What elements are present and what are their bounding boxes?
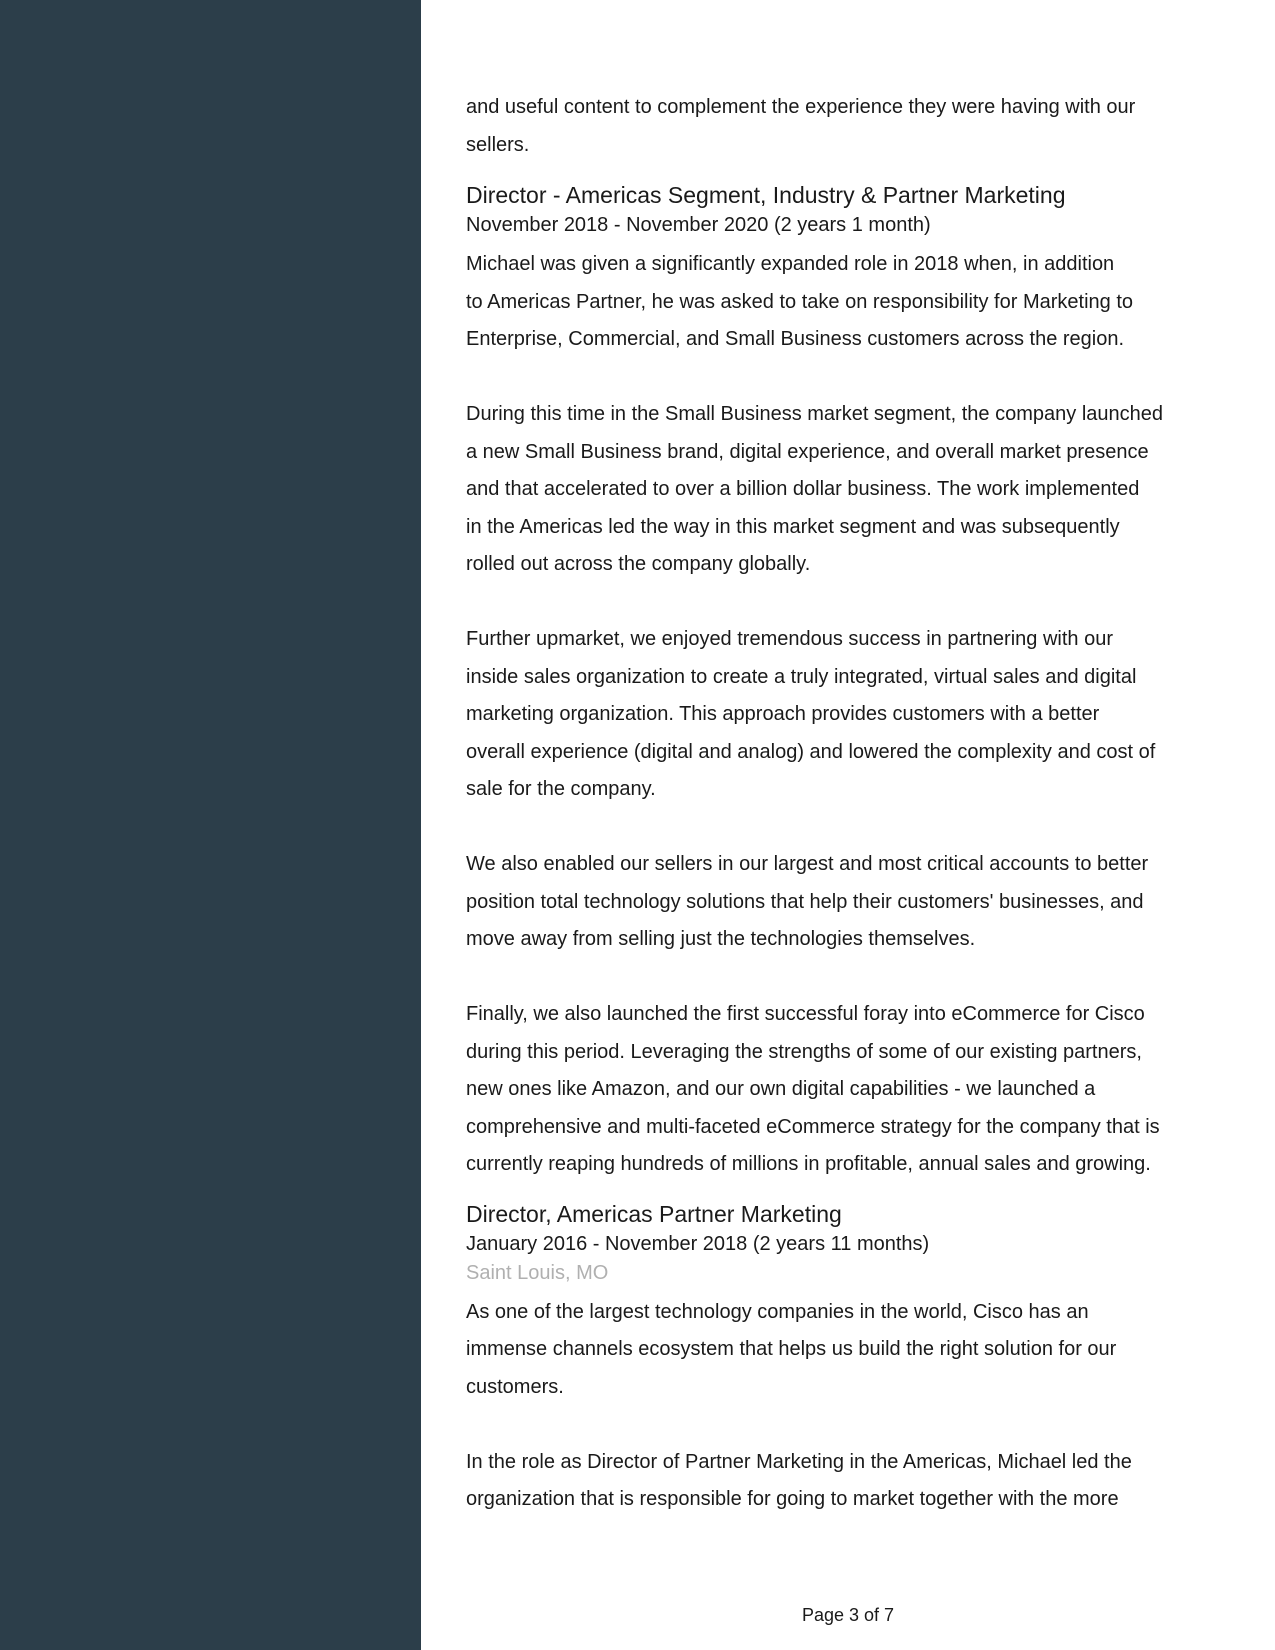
job-description	[466, 1294, 1236, 1519]
job-paragraph: As one of the largest technology companies in the world, Cisco has an immense channels ecosystem that helps us build the right solution for our customers.	[466, 1300, 1117, 1398]
job-description	[466, 246, 1236, 1184]
job-paragraph: During this time in the Small Business market segment, the company launched a new Small Business brand, digital experience, and overall market presence and that accelerated to over a billion dollar business. The work implemented in the Americas led the way in this market segment and was subsequently rolled out across the company globally.	[466, 403, 1164, 575]
job-entry-segment-marketing	[466, 180, 1236, 1184]
job-paragraph: In the role as Director of Partner Marketing in the Americas, Michael led the organization that is responsible for going to market together with the more	[466, 1450, 1132, 1510]
job-paragraph: We also enabled our sellers in our largest and most critical accounts to better position total technology solutions that help their customers' businesses, and move away from selling just the technologies themselves.	[466, 853, 1149, 950]
job-paragraph: Michael was given a significantly expanded role in 2018 when, in addition to Americas Partner, he was asked to take on responsibility for Marketing to Enterprise, Commercial, and Small Business customers across the region.	[466, 253, 1133, 350]
main-content	[466, 89, 1236, 1519]
sidebar-panel	[0, 0, 421, 1650]
page-number: Page 3 of 7	[801, 1605, 895, 1625]
job-title: Director, Americas Partner Marketing	[466, 1200, 842, 1227]
job-location: Saint Louis, MO	[466, 1261, 609, 1284]
job-dates: January 2016 - November 2018 (2 years 11 months)	[466, 1232, 930, 1255]
job-title: Director - Americas Segment, Industry & Partner Marketing	[466, 182, 1066, 208]
job-paragraph: Finally, we also launched the first successful foray into eCommerce for Cisco during this period. Leveraging the strengths of some of our existing partners, new ones like Amazon, and our own digital capabilities - we launched a comprehensive and multi-faceted eCommerce strategy for the company that is currently reaping hundreds of millions in profitable, annual sales and growing.	[466, 1003, 1160, 1175]
intro-paragraph: and useful content to complement the experience they were having with our sellers.	[466, 96, 1136, 156]
job-entry-partner-marketing	[466, 1199, 1236, 1519]
job-dates: November 2018 - November 2020 (2 years 1 month)	[466, 214, 931, 236]
job-paragraph: Further upmarket, we enjoyed tremendous success in partnering with our inside sales organization to create a truly integrated, virtual sales and digital marketing organization. This approach provides customers with a better overall experience (digital and analog) and lowered the complexity and cost of sale for the company.	[466, 628, 1156, 800]
